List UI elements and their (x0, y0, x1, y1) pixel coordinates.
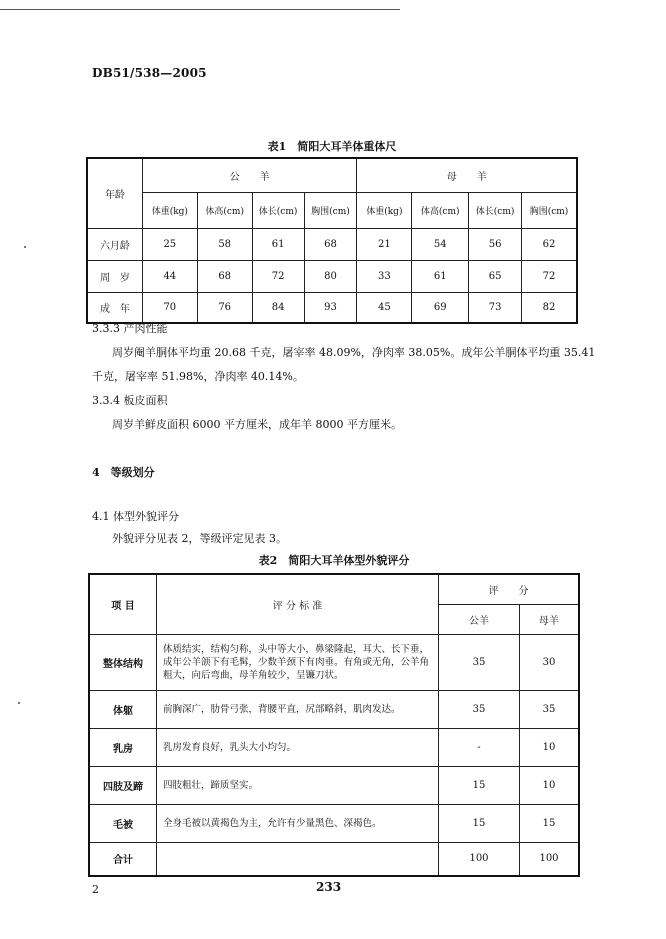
table2-caption: 表2 简阳大耳羊体型外貌评分 (258, 554, 410, 567)
table-row (89, 634, 579, 690)
table-cell: 54 (412, 228, 469, 260)
section-333-text: 周岁阉羊胴体平均重 20.68 千克，屠宰率 48.09%，净肉率 38.05%。成年公羊胴体平均重 35.41 (112, 346, 596, 359)
table-row (87, 260, 577, 292)
table-cell: 61 (412, 260, 469, 292)
top-border-line (0, 9, 400, 10)
section-333-text: 千克，屠宰率 51.98%，净肉率 40.14%。 (92, 370, 304, 383)
criteria-cell: 全身毛被以黄褐色为主，允许有少量黑色、深褐色。 (157, 804, 439, 842)
item-label: 整体结构 (89, 634, 157, 690)
column-header: 体重(kg) (142, 192, 197, 228)
table-row (89, 728, 579, 766)
appearance-score-table (88, 573, 580, 877)
female-score-cell: 10 (520, 728, 580, 766)
female-score-cell: 30 (520, 634, 580, 690)
table-cell: 70 (142, 292, 197, 323)
item-label: 四肢及蹄 (89, 766, 157, 804)
score-header: 评 分 (439, 574, 580, 604)
table-cell: 84 (252, 292, 304, 323)
male-score-cell: 15 (439, 766, 520, 804)
male-score-cell: 15 (439, 804, 520, 842)
column-header: 胸围(cm) (304, 192, 357, 228)
table-cell: 69 (412, 292, 469, 323)
row-label: 周 岁 (87, 260, 142, 292)
table-cell: 65 (469, 260, 522, 292)
table-row (89, 842, 579, 876)
column-header: 胸围(cm) (522, 192, 577, 228)
table-cell: 21 (357, 228, 412, 260)
table-cell: 93 (304, 292, 357, 323)
criteria-cell: 四肢粗壮，蹄质坚实。 (157, 766, 439, 804)
item-header: 项 目 (89, 574, 157, 634)
male-score-cell: 100 (439, 842, 520, 876)
section-41-text: 外貌评分见表 2，等级评定见表 3。 (112, 532, 287, 545)
table-row (89, 766, 579, 804)
section-334-heading: 3.3.4 板皮面积 (92, 394, 168, 407)
table-cell: 45 (357, 292, 412, 323)
table-cell: 82 (522, 292, 577, 323)
page-number-left: 2 (92, 883, 99, 896)
female-score-cell: 15 (520, 804, 580, 842)
table-cell: 62 (522, 228, 577, 260)
table-cell: 58 (197, 228, 252, 260)
male-score-header: 公羊 (439, 604, 520, 634)
item-label: 乳房 (89, 728, 157, 766)
table-cell: 72 (522, 260, 577, 292)
scan-speck (24, 246, 26, 248)
body-weight-table (86, 157, 578, 324)
table-row (87, 292, 577, 323)
column-header: 体高(cm) (197, 192, 252, 228)
male-group-header: 公 羊 (142, 158, 357, 192)
document-id: DB51/538—2005 (92, 66, 207, 80)
row-label: 六月龄 (87, 228, 142, 260)
column-header: 体高(cm) (412, 192, 469, 228)
page-number-center: 233 (316, 880, 342, 894)
table-row (87, 228, 577, 260)
age-header: 年龄 (87, 158, 142, 228)
column-header: 体长(cm) (469, 192, 522, 228)
female-score-cell: 35 (520, 690, 580, 728)
table-cell: 61 (252, 228, 304, 260)
female-score-cell: 100 (520, 842, 580, 876)
section-41-heading: 4.1 体型外貌评分 (92, 510, 179, 523)
scan-speck (18, 702, 20, 704)
item-label: 体躯 (89, 690, 157, 728)
section-334-text: 周岁羊鲜皮面积 6000 平方厘米，成年羊 8000 平方厘米。 (112, 418, 402, 431)
female-score-header: 母羊 (520, 604, 580, 634)
column-header: 体重(kg) (357, 192, 412, 228)
female-score-cell: 10 (520, 766, 580, 804)
table-cell: 56 (469, 228, 522, 260)
criteria-cell: 乳房发育良好，乳头大小均匀。 (157, 728, 439, 766)
section-4-heading: 4 等级划分 (92, 466, 155, 479)
table-cell: 72 (252, 260, 304, 292)
criteria-cell: 体质结实，结构匀称，头中等大小，鼻梁隆起，耳大、长下垂，成年公羊颌下有毛髯，少数羊颈下有肉垂。有角或无角，公羊角粗大，向后弯曲，母羊角较少，呈镰刀状。 (157, 634, 439, 690)
table-cell: 76 (197, 292, 252, 323)
item-label: 合计 (89, 842, 157, 876)
table-cell: 25 (142, 228, 197, 260)
female-group-header: 母 羊 (357, 158, 577, 192)
table-cell: 68 (304, 228, 357, 260)
table-cell: 33 (357, 260, 412, 292)
section-333-heading: 3.3.3 产肉性能 (92, 322, 168, 335)
table-cell: 68 (197, 260, 252, 292)
table-cell: 44 (142, 260, 197, 292)
male-score-cell: - (439, 728, 520, 766)
row-label: 成 年 (87, 292, 142, 323)
item-label: 毛被 (89, 804, 157, 842)
table-cell: 80 (304, 260, 357, 292)
male-score-cell: 35 (439, 634, 520, 690)
table-cell: 73 (469, 292, 522, 323)
criteria-cell (157, 842, 439, 876)
male-score-cell: 35 (439, 690, 520, 728)
table-row (89, 804, 579, 842)
table-row (89, 690, 579, 728)
table1-caption: 表1 简阳大耳羊体重体尺 (267, 140, 397, 153)
criteria-cell: 前胸深广，肋骨弓张，背腰平直，尻部略斜，肌肉发达。 (157, 690, 439, 728)
criteria-header: 评 分 标 准 (157, 574, 439, 634)
column-header: 体长(cm) (252, 192, 304, 228)
